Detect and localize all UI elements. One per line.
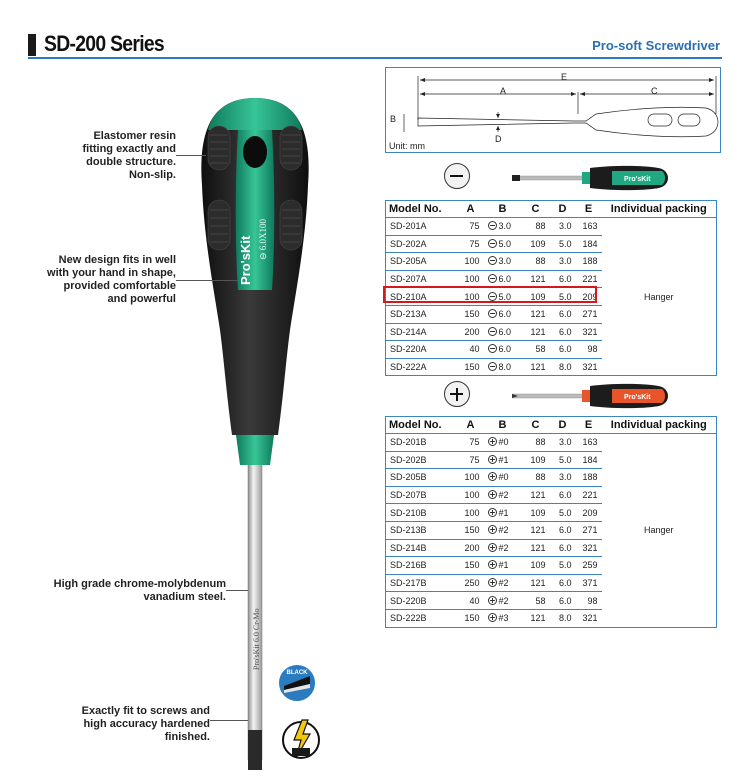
phillips-symbol-icon — [488, 578, 497, 587]
slotted-symbol-icon — [488, 274, 497, 283]
d-cell: 3.0 — [550, 469, 576, 487]
hardened-tip-badge-icon — [280, 714, 322, 764]
slotted-symbol-icon — [488, 256, 497, 265]
callout-line-text: fitting exactly and — [82, 143, 176, 155]
a-cell: 150 — [458, 557, 484, 575]
model-cell: SD-202A — [386, 235, 458, 253]
model-cell: SD-201B — [386, 434, 458, 452]
e-cell: 321 — [576, 539, 602, 557]
e-cell: 184 — [576, 451, 602, 469]
c-cell: 109 — [522, 451, 550, 469]
model-cell: SD-207B — [386, 486, 458, 504]
phillips-symbol-icon — [488, 472, 497, 481]
model-cell: SD-214B — [386, 539, 458, 557]
dim-label-e: E — [561, 72, 568, 82]
b-cell: #2 — [484, 486, 522, 504]
c-cell: 121 — [522, 305, 550, 323]
a-cell: 150 — [458, 521, 484, 539]
d-cell: 3.0 — [550, 434, 576, 452]
a-cell: 75 — [458, 218, 484, 236]
svg-text:Pro'sKit: Pro'sKit — [624, 394, 651, 401]
col-header-packing: Individual packing — [602, 201, 717, 218]
callout-design — [20, 254, 176, 306]
d-cell: 6.0 — [550, 574, 576, 592]
callout-tip — [20, 705, 210, 744]
a-cell: 100 — [458, 270, 484, 288]
phillips-symbol-icon — [488, 525, 497, 534]
e-cell: 221 — [576, 486, 602, 504]
c-cell: 121 — [522, 539, 550, 557]
model-cell: SD-222B — [390, 613, 427, 624]
d-cell: 6.0 — [550, 323, 576, 341]
slotted-product-image — [512, 165, 670, 191]
a-cell: 75 — [458, 235, 484, 253]
model-cell: SD-216B — [386, 557, 458, 575]
col-header-e: E — [576, 417, 602, 434]
col-header-a: A — [458, 201, 484, 218]
e-cell: 163 — [576, 218, 602, 236]
col-header-a: A — [458, 417, 484, 434]
c-cell: 121 — [522, 486, 550, 504]
callout-leader — [210, 720, 248, 721]
callout-line-text: Elastomer resin — [93, 130, 176, 142]
col-header-model: Model No. — [386, 201, 458, 218]
dim-label-d: D — [495, 134, 502, 144]
b-cell: #3 — [484, 609, 522, 627]
d-cell: 6.0 — [550, 270, 576, 288]
model-cell: SD-210A — [386, 288, 458, 306]
a-cell: 40 — [458, 341, 484, 359]
b-cell: #2 — [484, 539, 522, 557]
a-cell: 100 — [458, 288, 484, 306]
e-cell: 98 — [576, 592, 602, 610]
table-row — [386, 434, 717, 452]
callout-line-text: with your hand in shape, — [47, 267, 176, 279]
a-cell: 200 — [458, 539, 484, 557]
phillips-symbol-icon — [488, 455, 497, 464]
c-cell: 88 — [522, 218, 550, 236]
c-cell: 121 — [522, 574, 550, 592]
unit-label: Unit: mm — [389, 141, 425, 151]
b-cell: 5.0 — [484, 235, 522, 253]
handle-brand-text: Pro'sKit — [238, 235, 253, 285]
callout-line-text: Non-slip. — [128, 169, 176, 181]
b-cell: 3.0 — [484, 253, 522, 271]
shaft-engraving: Pro'sKit 6.0 Cr-Mo — [252, 608, 261, 670]
b-cell: #2 — [484, 521, 522, 539]
a-cell: 150 — [464, 613, 480, 624]
e-cell: 221 — [576, 270, 602, 288]
c-cell: 121 — [522, 270, 550, 288]
callout-leader — [176, 155, 206, 156]
d-cell: 5.0 — [550, 504, 576, 522]
b-cell: 5.0 — [484, 288, 522, 306]
b-cell: 6.0 — [484, 341, 522, 359]
phillips-product-image — [512, 383, 670, 409]
e-cell: 371 — [576, 574, 602, 592]
table-row — [386, 218, 717, 236]
d-cell: 6.0 — [550, 521, 576, 539]
c-cell: 58 — [522, 341, 550, 359]
a-cell: 40 — [458, 592, 484, 610]
e-cell: 321 — [576, 323, 602, 341]
e-cell: 271 — [576, 521, 602, 539]
model-cell: SD-202B — [386, 451, 458, 469]
d-cell: 8.0 — [558, 613, 572, 624]
d-cell: 5.0 — [550, 288, 576, 306]
c-cell: 88 — [522, 469, 550, 487]
callout-leader — [176, 280, 238, 281]
c-cell: 88 — [522, 434, 550, 452]
callout-line-text: high accuracy hardened — [83, 718, 210, 730]
phillips-symbol-icon — [488, 490, 497, 499]
d-cell: 5.0 — [550, 451, 576, 469]
dim-label-a: A — [500, 86, 507, 96]
a-cell: 250 — [458, 574, 484, 592]
col-header-packing: Individual packing — [602, 417, 717, 434]
header-divider — [28, 57, 722, 59]
callout-line-text: vanadium steel. — [143, 591, 226, 603]
b-cell: #0 — [484, 469, 522, 487]
a-cell: 100 — [458, 469, 484, 487]
b-cell: #1 — [484, 557, 522, 575]
d-cell: 6.0 — [550, 486, 576, 504]
callout-line-text: finished. — [164, 731, 210, 743]
a-cell: 100 — [458, 504, 484, 522]
a-cell: 150 — [464, 362, 480, 373]
b-cell: 6.0 — [484, 323, 522, 341]
b-cell: #2 — [484, 574, 522, 592]
a-cell: 100 — [458, 253, 484, 271]
e-cell: 209 — [576, 288, 602, 306]
callout-line-text: Exactly fit to screws and — [81, 705, 210, 717]
slotted-symbol-icon — [488, 221, 497, 230]
e-cell: 209 — [576, 504, 602, 522]
c-cell: 58 — [522, 592, 550, 610]
phillips-spec-table — [385, 416, 717, 628]
model-cell: SD-217B — [386, 574, 458, 592]
black-tip-badge-icon — [276, 662, 318, 704]
handle-spec-text: ⊖ 6.0X100 — [258, 218, 268, 260]
dim-label-b: B — [390, 114, 397, 124]
col-header-b: B — [484, 201, 522, 218]
c-cell: 88 — [522, 253, 550, 271]
phillips-symbol-icon — [488, 613, 497, 622]
callout-steel — [20, 578, 226, 604]
dim-label-c: C — [651, 86, 658, 96]
model-cell: SD-205B — [386, 469, 458, 487]
phillips-symbol-icon — [488, 596, 497, 605]
slotted-symbol-icon — [488, 344, 497, 353]
d-cell: 5.0 — [550, 557, 576, 575]
callout-line-text: High grade chrome-molybdenum — [53, 578, 226, 590]
d-cell: 6.0 — [550, 305, 576, 323]
col-header-model: Model No. — [386, 417, 458, 434]
e-cell: 188 — [576, 253, 602, 271]
c-cell: 121 — [530, 362, 546, 373]
c-cell: 109 — [522, 288, 550, 306]
e-cell: 163 — [576, 434, 602, 452]
phillips-symbol-icon — [488, 543, 497, 552]
b-cell: #0 — [484, 434, 522, 452]
callout-line-text: double structure. — [86, 156, 176, 168]
d-cell: 6.0 — [550, 539, 576, 557]
a-cell: 100 — [458, 486, 484, 504]
c-cell: 109 — [522, 504, 550, 522]
model-cell: SD-220B — [386, 592, 458, 610]
slotted-symbol-icon — [488, 362, 497, 371]
black-badge-text: BLACK — [286, 670, 308, 676]
page-title: SD-200 Series — [44, 31, 165, 56]
d-cell: 6.0 — [550, 341, 576, 359]
model-cell: SD-213A — [386, 305, 458, 323]
b-cell: #1 — [484, 504, 522, 522]
a-cell: 75 — [458, 434, 484, 452]
e-cell: 98 — [576, 341, 602, 359]
e-cell: 188 — [576, 469, 602, 487]
a-cell: 75 — [458, 451, 484, 469]
col-header-c: C — [522, 201, 550, 218]
e-cell: 259 — [576, 557, 602, 575]
c-cell: 109 — [522, 557, 550, 575]
a-cell: 150 — [458, 305, 484, 323]
col-header-e: E — [576, 201, 602, 218]
callout-line-text: and powerful — [107, 293, 176, 305]
dimension-diagram — [385, 67, 721, 153]
svg-text:Pro'sKit: Pro'sKit — [624, 176, 651, 183]
d-cell: 5.0 — [550, 235, 576, 253]
phillips-symbol-icon — [488, 508, 497, 517]
c-cell: 109 — [522, 235, 550, 253]
col-header-b: B — [484, 417, 522, 434]
col-header-d: D — [550, 201, 576, 218]
slotted-icon — [444, 163, 470, 189]
phillips-icon — [444, 381, 470, 407]
slotted-symbol-icon — [488, 327, 497, 336]
model-cell: SD-207A — [386, 270, 458, 288]
b-cell: 6.0 — [484, 270, 522, 288]
callout-leader — [226, 590, 248, 591]
model-cell: SD-201A — [386, 218, 458, 236]
slotted-symbol-icon — [488, 309, 497, 318]
col-header-c: C — [522, 417, 550, 434]
b-cell: 6.0 — [484, 305, 522, 323]
e-cell: 321 — [582, 362, 598, 373]
model-cell: SD-213B — [386, 521, 458, 539]
a-cell: 200 — [458, 323, 484, 341]
phillips-symbol-icon — [488, 437, 497, 446]
c-cell: 121 — [530, 613, 546, 624]
c-cell: 121 — [522, 323, 550, 341]
c-cell: 121 — [522, 521, 550, 539]
d-cell: 3.0 — [550, 218, 576, 236]
d-cell: 8.0 — [558, 362, 572, 373]
highlight-box-sd-210a — [383, 286, 597, 303]
callout-line-text: New design fits in well — [58, 254, 176, 266]
col-header-d: D — [550, 417, 576, 434]
b-cell: #1 — [484, 451, 522, 469]
e-cell: 184 — [576, 235, 602, 253]
packing-cell: Hanger — [602, 218, 717, 376]
d-cell: 6.0 — [550, 592, 576, 610]
callout-elastomer — [30, 130, 176, 182]
model-cell: SD-210B — [386, 504, 458, 522]
packing-cell: Hanger — [602, 434, 717, 628]
e-cell: 321 — [582, 613, 598, 624]
phillips-symbol-icon — [488, 560, 497, 569]
e-cell: 271 — [576, 305, 602, 323]
header-bar — [28, 34, 36, 56]
model-cell: SD-205A — [386, 253, 458, 271]
page-subtitle: Pro-soft Screwdriver — [592, 38, 720, 53]
b-cell: #2 — [484, 592, 522, 610]
model-cell: SD-220A — [386, 341, 458, 359]
callout-line-text: provided comfortable — [63, 280, 176, 292]
d-cell: 3.0 — [550, 253, 576, 271]
slotted-symbol-icon — [488, 239, 497, 248]
model-cell: SD-222A — [390, 362, 427, 373]
b-cell: 8.0 — [484, 358, 522, 376]
b-cell: 3.0 — [484, 218, 522, 236]
model-cell: SD-214A — [386, 323, 458, 341]
